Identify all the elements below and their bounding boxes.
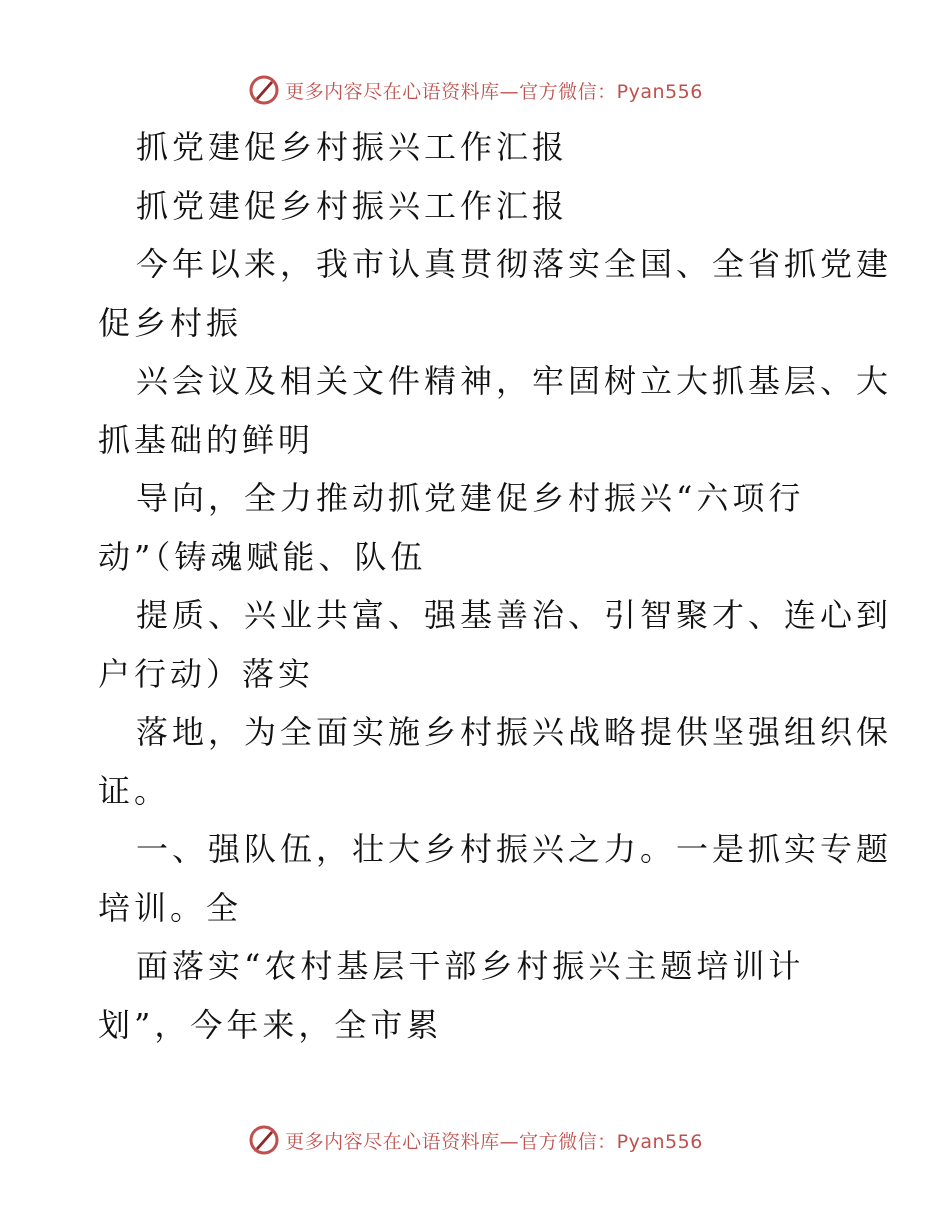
paragraph-line: 促乡村振	[98, 303, 243, 342]
feather-pen-logo-icon	[247, 73, 281, 107]
paragraph-line: 抓基础的鲜明	[98, 420, 315, 459]
paragraph-line: 今年以来，我市认真贯彻落实全国、全省抓党建	[136, 245, 893, 283]
header-banner	[0, 70, 950, 110]
paragraph-line: 面落实“农村基层干部乡村振兴主题培训计	[136, 947, 805, 985]
section-heading-line: 一、强队伍，壮大乡村振兴之力。一是抓实专题	[136, 830, 893, 868]
paragraph-line: 导向，全力推动抓党建促乡村振兴“六项行	[136, 479, 805, 517]
doc-title: 抓党建促乡村振兴工作汇报	[136, 128, 569, 166]
paragraph-line: 划”，今年来，全市累	[98, 1005, 443, 1044]
header-banner-text: 更多内容尽在心语资料库—官方微信：Pyan556	[285, 80, 703, 103]
paragraph-line: 提质、兴业共富、强基善治、引智聚才、连心到	[136, 596, 893, 634]
document-body	[98, 118, 893, 1054]
footer-banner-text: 更多内容尽在心语资料库—官方微信：Pyan556	[285, 1130, 703, 1153]
paragraph-line: 证。	[98, 771, 171, 810]
paragraph-line: 落地，为全面实施乡村振兴战略提供坚强组织保	[136, 713, 893, 751]
feather-pen-logo-icon	[247, 1123, 281, 1157]
doc-subtitle: 抓党建促乡村振兴工作汇报	[136, 186, 569, 225]
paragraph-line: 动”（铸魂赋能、队伍	[98, 537, 427, 576]
paragraph-line: 户行动）落实	[98, 654, 315, 693]
paragraph-line: 培训。全	[98, 888, 243, 927]
paragraph-line: 兴会议及相关文件精神，牢固树立大抓基层、大	[136, 362, 893, 400]
footer-banner	[0, 1120, 950, 1160]
